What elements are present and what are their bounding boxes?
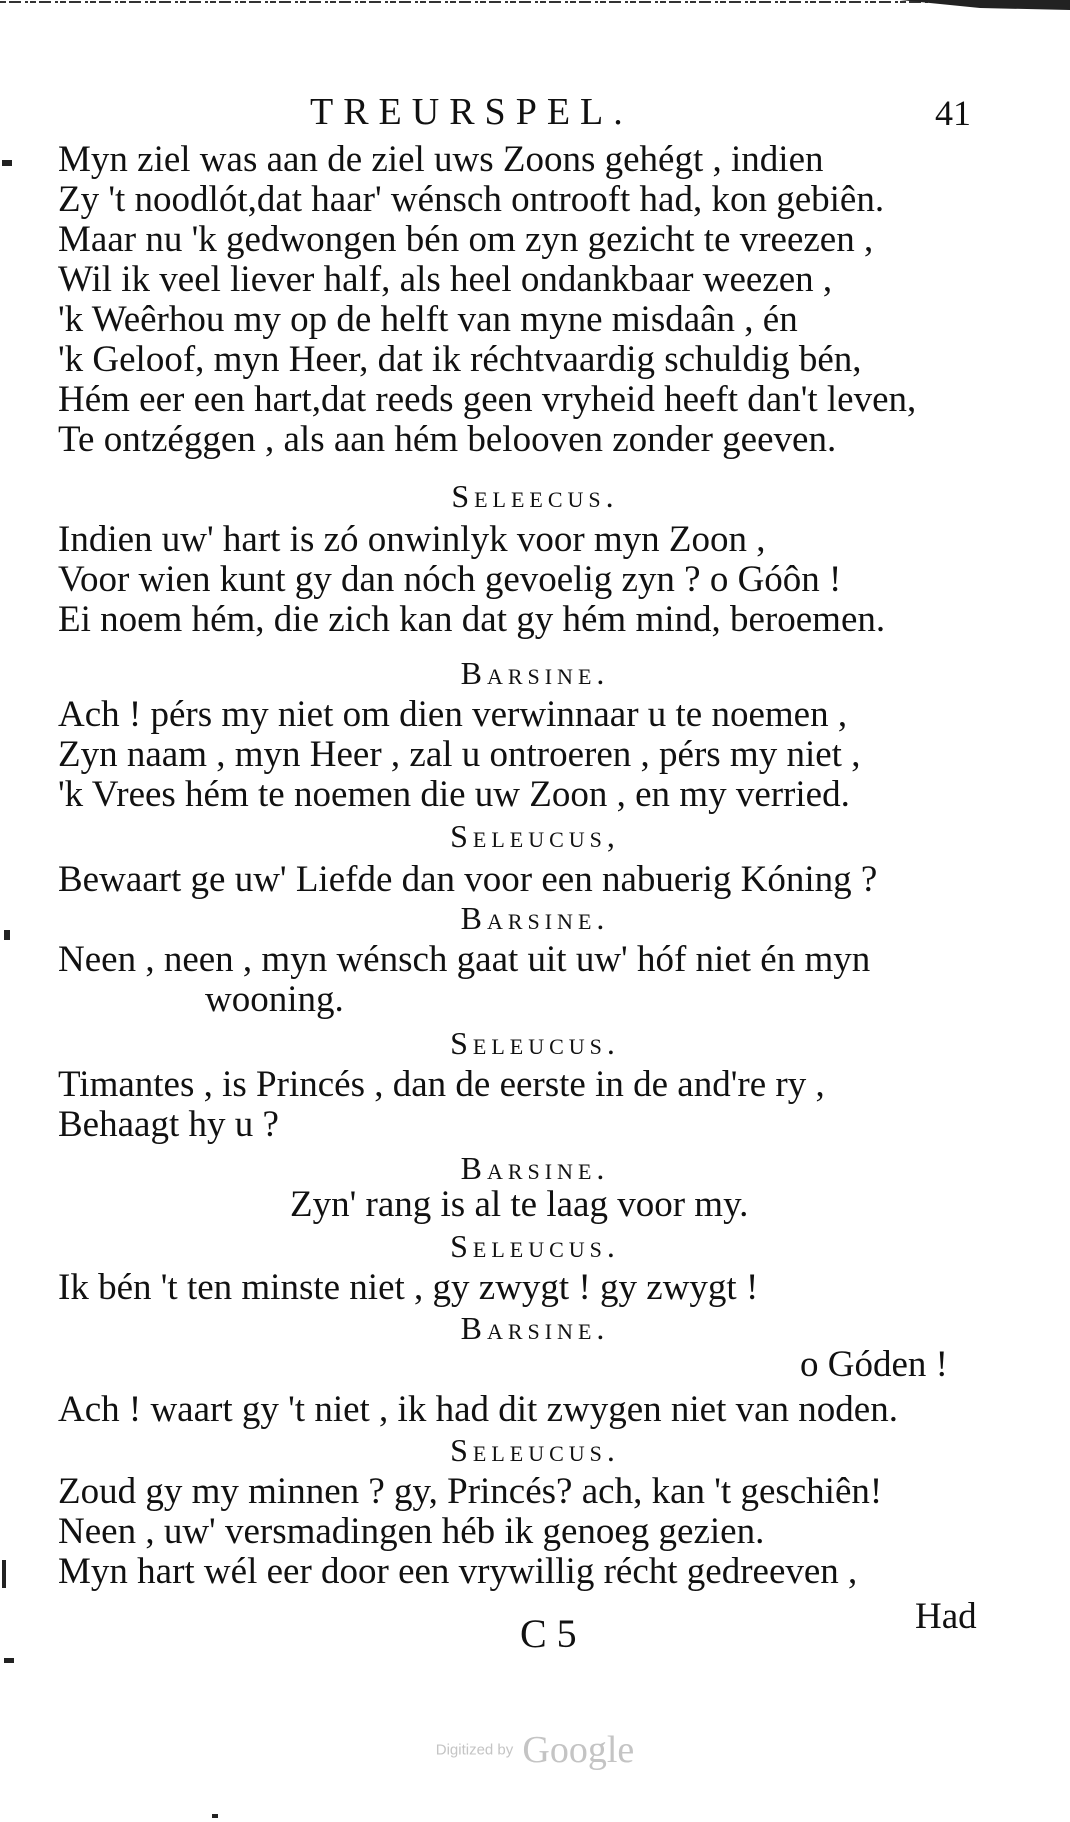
verse-line: Hém eer een hart,dat reeds geen vryheid heeft dan't leven, bbox=[58, 379, 917, 420]
verse-line: Bewaart ge uw' Liefde dan voor een nabuerig Kóning ? bbox=[58, 859, 878, 900]
verse-line: Neen , neen , myn wénsch gaat uit uw' hóf niet én myn bbox=[58, 939, 871, 980]
verse-line: Zyn naam , myn Heer , zal u ontroeren , pérs my niet , bbox=[58, 734, 861, 775]
speaker-heading: Barsine. bbox=[460, 655, 610, 691]
margin-speck bbox=[212, 1814, 218, 1818]
verse-line: o Góden ! bbox=[800, 1344, 948, 1385]
verse-line: Zy 't noodlót,dat haar' wénsch ontrooft had, kon gebiên. bbox=[58, 179, 885, 220]
verse-line: 'k Weêrhou my op de helft van myne misdaân , én bbox=[58, 299, 798, 340]
margin-speck bbox=[2, 1560, 6, 1588]
page-number: 41 bbox=[935, 93, 971, 133]
speaker-heading: Barsine. bbox=[460, 1310, 610, 1346]
verse-line: Timantes , is Princés , dan de eerste in de and're ry , bbox=[58, 1064, 825, 1105]
verse-line: Ach ! pérs my niet om dien verwinnaar u te noemen , bbox=[58, 694, 848, 735]
verse-line: Zyn' rang is al te laag voor my. bbox=[290, 1184, 749, 1225]
speaker-heading: Barsine. bbox=[460, 900, 610, 936]
running-title: TREURSPEL. bbox=[310, 91, 633, 133]
verse-line: Ach ! waart gy 't niet , ik had dit zwygen niet van noden. bbox=[58, 1389, 898, 1430]
verse-line: Neen , uw' versmadingen héb ik genoeg gezien. bbox=[58, 1511, 765, 1552]
margin-speck bbox=[4, 1658, 14, 1663]
verse-line: Ei noem hém, die zich kan dat gy hém mind, beroemen. bbox=[58, 599, 886, 640]
verse-line: Behaagt hy u ? bbox=[58, 1104, 279, 1145]
page-top-edge bbox=[0, 0, 1070, 14]
verse-line: wooning. bbox=[205, 979, 344, 1020]
margin-speck bbox=[2, 160, 12, 166]
verse-line: 'k Vrees hém te noemen die uw Zoon , en my verried. bbox=[58, 774, 850, 815]
digitized-watermark bbox=[0, 1728, 1070, 1772]
watermark-prefix: Digitized by bbox=[435, 1741, 514, 1759]
speaker-heading: Seleucus, bbox=[450, 818, 620, 854]
verse-line: Ik bén 't ten minste niet , gy zwygt ! gy zwygt ! bbox=[58, 1267, 759, 1308]
verse-line: 'k Geloof, myn Heer, dat ik réchtvaardig schuldig bén, bbox=[58, 339, 862, 380]
speaker-heading: Seleucus. bbox=[450, 1025, 620, 1061]
speaker-heading: Seleucus. bbox=[450, 1228, 620, 1264]
speaker-heading: Barsine. bbox=[460, 1150, 610, 1186]
speaker-heading: Seleecus. bbox=[451, 478, 619, 514]
verse-line: Zoud gy my minnen ? gy, Princés? ach, kan 't geschiên! bbox=[58, 1471, 883, 1512]
verse-line: Myn hart wél eer door een vrywillig récht gedreeven , bbox=[58, 1551, 858, 1592]
verse-line: Maar nu 'k gedwongen bén om zyn gezicht te vreezen , bbox=[58, 219, 874, 260]
verse-line: Voor wien kunt gy dan nóch gevoelig zyn ? o Góôn ! bbox=[58, 559, 842, 600]
signature-mark: C 5 bbox=[520, 1611, 577, 1656]
google-logo: Google bbox=[522, 1729, 635, 1771]
verse-line: Te ontzéggen , als aan hém belooven zonder geeven. bbox=[58, 419, 837, 460]
speaker-heading: Seleucus. bbox=[450, 1432, 620, 1468]
verse-line: Myn ziel was aan de ziel uws Zoons gehégt , indien bbox=[58, 139, 824, 180]
catchword: Had bbox=[915, 1596, 977, 1637]
verse-line: Wil ik veel liever half, als heel ondankbaar weezen , bbox=[58, 259, 833, 300]
verse-line: Indien uw' hart is zó onwinlyk voor myn Zoon , bbox=[58, 519, 766, 560]
